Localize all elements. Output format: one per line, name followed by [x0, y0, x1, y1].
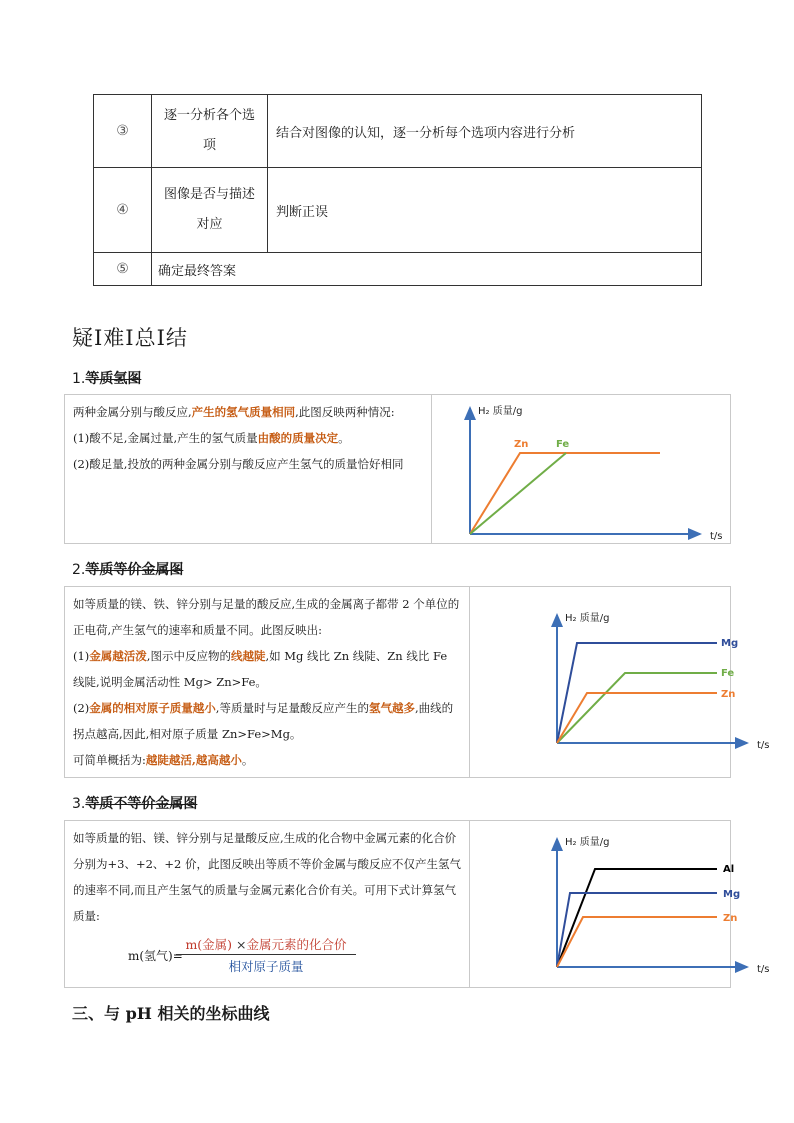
y-axis-label: H₂ 质量/g [565, 837, 610, 848]
series-label-zn: Zn [721, 689, 736, 700]
highlight-text: 线越陡 [230, 649, 266, 663]
text-run: 两种金属分别与酸反应, [73, 405, 192, 419]
text-run: 如等质量的铝、镁、锌分别与足量酸反应,生成的化合物中金属元素的化合价分别为+3、+2、+2 价，此图反映出等质不等价金属与酸反应不仅产生氢气的速率不同,而且产生氢气的质量与金属元素化合价有关。可用下式计算氢气质量: [73, 831, 462, 923]
formula-denominator: 相对原子质量 [228, 959, 304, 974]
formula-times: × [236, 937, 247, 952]
series-label-mg: Mg [721, 638, 739, 649]
step-name: 逐一分析各个选项 [152, 95, 268, 168]
step-name: 图像是否与描述对应 [152, 168, 268, 253]
x-axis-label: t/s [710, 531, 723, 542]
text-run: 如等质量的镁、铁、锌分别与足量的酸反应,生成的金属离子都带 2 个单位的正电荷,产生氢气的速率和质量不同。此图反映出: [73, 597, 460, 637]
section-title-text: 等质等价金属图 [85, 562, 184, 578]
x-axis-label: t/s [757, 964, 770, 975]
series-label-al: Al [723, 864, 735, 875]
text-run: (1) [73, 649, 90, 663]
series-line-fe [557, 673, 717, 743]
series-label-zn: Zn [723, 913, 738, 924]
text-run: 可简单概括为: [73, 753, 146, 767]
y-axis-label: H₂ 质量/g [478, 406, 523, 417]
highlight-text: 由酸的质量决定 [257, 431, 339, 445]
section-title-text: 等质不等价金属图 [85, 796, 198, 812]
text-run: 。 [241, 753, 254, 767]
step-number: ③ [94, 95, 152, 168]
section-number: 1. [72, 371, 86, 387]
section1-text [65, 395, 432, 543]
page-heading: 疑I难I总I结 [72, 326, 188, 350]
formula-valence: 金属元素的化合价 [246, 937, 347, 952]
section1-box [64, 394, 731, 544]
hydrogen-mass-formula [128, 935, 368, 975]
text-run: (2) [73, 701, 90, 715]
section-title-2 [72, 559, 183, 579]
text-run: (2)酸足量,投放的两种金属分别与酸反应产生氢气的质量恰好相同 [73, 457, 404, 471]
section-heading-ph: 三、与 pH 相关的坐标曲线 [72, 1004, 270, 1023]
section-title-3 [72, 793, 197, 813]
formula-lhs: m(氢气)= [128, 949, 183, 963]
section2-box [64, 586, 770, 778]
step-description: 判断正误 [268, 168, 702, 253]
text-run: ,曲线的拐点越高,因此,相对原子质量 Zn>Fe>Mg。 [73, 701, 454, 741]
step-description: 结合对图像的认知，逐一分析每个选项内容进行分析 [268, 95, 702, 168]
series-line-zn [470, 453, 660, 534]
text-run: ,如 Mg 线比 Zn 线陡、Zn 线比 Fe 线陡,说明金属活动性 Mg> Zn>Fe。 [73, 649, 448, 689]
step-final: 确定最终答案 [152, 253, 702, 286]
section-title-text: 等质氢图 [85, 371, 142, 387]
section-number: 2. [72, 562, 86, 578]
section-number: 3. [72, 796, 86, 812]
chart-equal-valence [471, 587, 770, 777]
series-line-zn [557, 917, 717, 967]
text-run: ,此图反映两种情况: [295, 405, 395, 419]
highlight-text: 产生的氢气质量相同 [191, 405, 296, 419]
fraction-bar [176, 954, 356, 955]
step-number: ⑤ [94, 253, 152, 286]
series-label-fe: Fe [556, 439, 570, 450]
highlight-text: 氢气越多 [368, 701, 415, 715]
text-run: 。 [338, 431, 350, 445]
table-row [94, 253, 702, 286]
x-axis-label: t/s [757, 740, 770, 751]
series-label-fe: Fe [721, 668, 735, 679]
highlight-text: 金属越活泼 [89, 649, 147, 663]
section2-text [65, 587, 470, 777]
highlight-text: 金属的相对原子质量越小 [89, 701, 216, 715]
chart-unequal-valence [471, 821, 770, 987]
series-line-fe [470, 453, 566, 534]
text-run: ,图示中反应物的 [146, 649, 231, 663]
section-title-1 [72, 368, 141, 388]
text-run: (1)酸不足,金属过量,产生的氢气质量 [73, 431, 258, 445]
formula-metal-mass: m(金属) [185, 937, 233, 952]
highlight-text: 越陡越活,越高越小 [145, 753, 242, 767]
step-number: ④ [94, 168, 152, 253]
text-run: ,等质量时与足量酸反应产生的 [215, 701, 369, 715]
series-label-zn: Zn [514, 439, 529, 450]
steps-table [93, 94, 702, 286]
table-row [94, 95, 702, 168]
chart-equal-hydrogen [433, 395, 729, 543]
series-label-mg: Mg [723, 889, 741, 900]
y-axis-label: H₂ 质量/g [565, 613, 610, 624]
table-row [94, 168, 702, 253]
formula-numerator [176, 935, 356, 953]
